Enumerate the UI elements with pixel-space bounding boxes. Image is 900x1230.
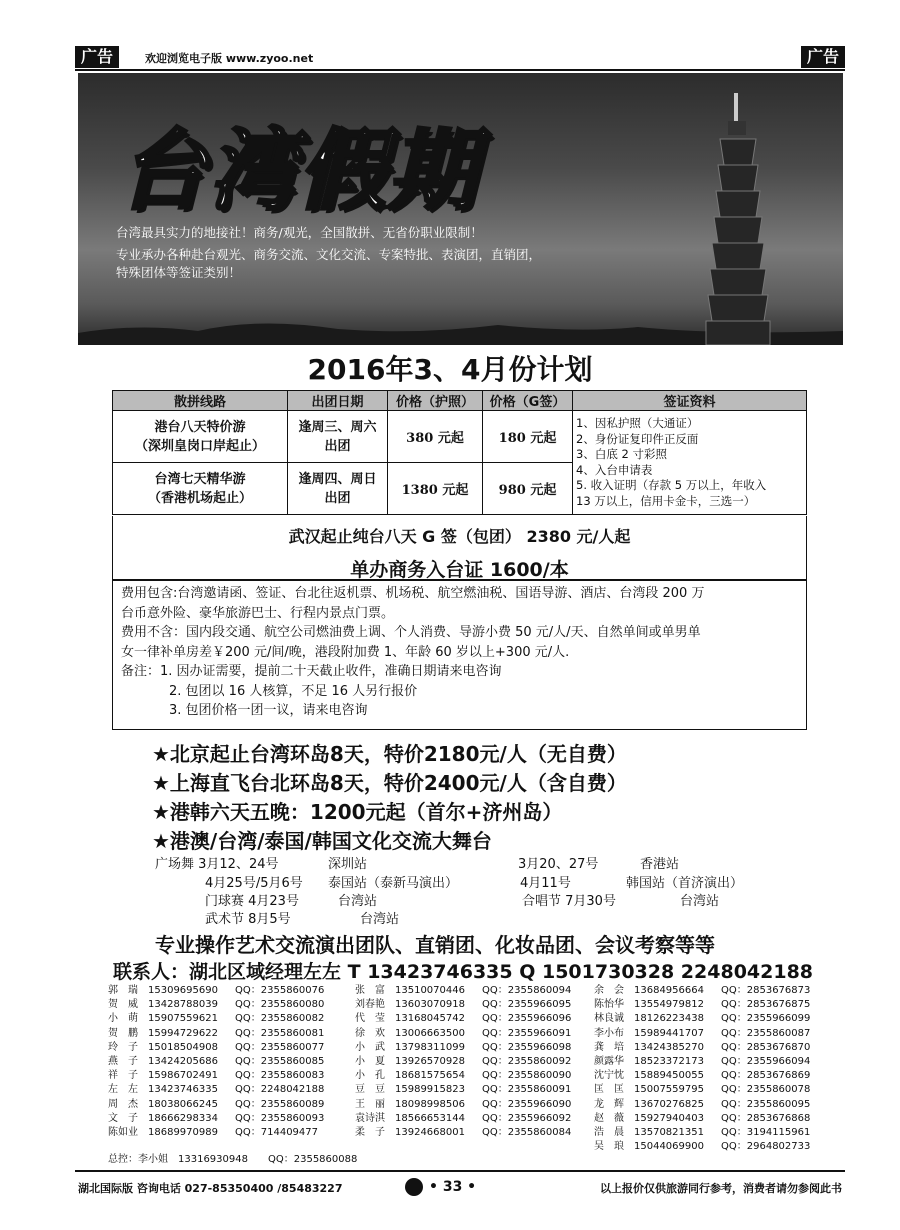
contact-phone: 13570821351: [634, 1126, 704, 1138]
contact-name: 贺 威: [108, 999, 138, 1011]
banner-line-1: 台湾最具实力的地接社！商务/观光，全国散拼、无省份职业限制！: [116, 225, 483, 240]
contact-qq: QQ：2355966094: [721, 1055, 811, 1067]
contact-row: [594, 1041, 810, 1055]
contact-qq: QQ：2355860082: [235, 1013, 325, 1025]
contact-qq: QQ：2355860078: [721, 1084, 811, 1096]
contact-name: 匡 匡: [594, 1084, 624, 1096]
contact-row: [594, 1140, 810, 1154]
contact-name: 王 丽: [355, 1098, 385, 1110]
contact-qq: QQ：2355966099: [721, 1013, 811, 1025]
show-c3: 合唱节 7月30号: [522, 894, 616, 909]
contact-qq: QQ：2355860087: [721, 1027, 811, 1039]
contact-row: [594, 1098, 810, 1112]
contact-name: 袁诗淇: [355, 1112, 385, 1124]
contact-phone: 18126223438: [634, 1013, 704, 1025]
promo-culture-stage: ★港澳/台湾/泰国/韩国文化交流大舞台: [152, 829, 492, 853]
contact-row: [108, 1012, 324, 1026]
banner: [78, 73, 843, 345]
visa-item: 1、因私护照（大通证）: [576, 416, 699, 430]
contact-qq: QQ：2355860095: [721, 1098, 811, 1110]
note-2: 2. 包团以 16 人核算，不足 16 人另行报价: [169, 683, 418, 699]
contact-name: 龚 培: [594, 1041, 624, 1053]
ad-tag-right: 广告: [801, 46, 845, 68]
contact-qq: QQ：2355860081: [235, 1027, 325, 1039]
price-g: 980 元起: [483, 463, 573, 515]
footer-right: 以上报价仅供旅游同行参考，消费者请勿参阅此书: [600, 1182, 842, 1195]
show-d1: 武术节 8月5号: [205, 912, 291, 927]
contact-row: [594, 1126, 810, 1140]
contact-phone: 18689970989: [148, 1126, 218, 1138]
contact-name: 陈如业: [108, 1126, 138, 1138]
contact-row: [594, 1027, 810, 1041]
contact-name: 浩 晨: [594, 1126, 624, 1138]
date-line-1: 逢周三、周六: [298, 419, 377, 435]
show-a3: 3月20、27号: [518, 857, 599, 872]
route-name: 台湾七天精华游: [154, 471, 246, 487]
contact-row: [355, 1041, 571, 1055]
contact-name: 林良诚: [594, 1013, 624, 1025]
contact-name: 沈宁忱: [594, 1070, 624, 1082]
contact-name: 贺 鹏: [108, 1027, 138, 1039]
contact-phone: 13684956664: [634, 985, 704, 996]
date-line-2: 出团: [324, 438, 351, 454]
contact-name: 赵 薇: [594, 1112, 624, 1124]
contact-phone: 13603070918: [395, 999, 465, 1011]
contact-name: 左 左: [108, 1084, 138, 1096]
contact-row: [594, 1069, 810, 1083]
contact-phone: 18666298334: [148, 1112, 218, 1124]
fees-exclude-cont: 女一律补单房差￥200 元/间/晚，港段附加费 1、年龄 60 岁以上+300 元/人.: [121, 644, 570, 660]
footer-left: 湖北国际版 咨询电话 027-85350400 /85483227: [78, 1182, 343, 1195]
page-number: [405, 1178, 476, 1196]
col-header-visa: 签证资料: [573, 391, 807, 411]
contact-phone: 15007559795: [634, 1084, 704, 1096]
contact-qq: QQ：2853676875: [721, 999, 811, 1011]
promo-hk-korea: ★港韩六天五晚：1200元起（首尔+济州岛）: [152, 800, 563, 824]
contact-row: [108, 1069, 324, 1083]
contact-name: 周 杰: [108, 1098, 138, 1110]
contact-name: 徐 欢: [355, 1027, 385, 1039]
contact-qq: QQ：2853676870: [721, 1041, 811, 1053]
magazine-logo-icon: [405, 1178, 423, 1196]
contact-phone: 13510070446: [395, 985, 465, 996]
contact-name: 玲 子: [108, 1041, 138, 1053]
contact-phone: 18038066245: [148, 1098, 218, 1110]
contact-row: [108, 984, 324, 998]
contact-name: 龙 辉: [594, 1098, 624, 1110]
contact-phone: 13423746335: [148, 1084, 218, 1096]
contact-phone: 18098998506: [395, 1098, 465, 1110]
contact-row: [355, 998, 571, 1012]
contact-qq: QQ：2355966091: [482, 1027, 572, 1039]
contact-row: [108, 1027, 324, 1041]
show-a1: 广场舞 3月12、24号: [155, 857, 279, 872]
contact-qq: QQ：2355860094: [482, 985, 572, 996]
show-b2: 泰国站（泰新马演出）: [328, 876, 459, 891]
total-control: 总控：李小姐 13316930948 QQ：2355860088: [108, 1154, 358, 1165]
contact-qq: QQ：2964802733: [721, 1141, 811, 1153]
contact-qq: QQ：2355966092: [482, 1112, 572, 1124]
price-passport: 380 元起: [388, 411, 483, 463]
contact-row: [355, 1098, 571, 1112]
show-b3: 4月11号: [520, 876, 571, 891]
contact-row: [355, 1112, 571, 1126]
fees-include: 费用包含:台湾邀请函、签证、台北往返机票、机场税、航空燃油税、国语导游、酒店、台湾段 200 万: [121, 586, 705, 601]
contact-qq: QQ：2853676868: [721, 1112, 811, 1124]
special-offer-g-visa: 武汉起止纯台八天 G 签（包团） 2380 元/人起: [288, 527, 631, 546]
contact-name: 郭 瑞: [108, 985, 138, 996]
contact-row: [594, 984, 810, 998]
fees-exclude: 费用不含：国内段交通、航空公司燃油费上调、个人消费、导游小费 50 元/人/天、自然单间或单男单: [121, 625, 701, 640]
note-3: 3. 包团价格一团一议，请来电咨询: [169, 703, 368, 718]
table-header-row: [113, 391, 807, 411]
contact-phone: 13006663500: [395, 1027, 465, 1039]
show-c2: 台湾站: [338, 894, 378, 909]
contact-qq: QQ：2355860076: [235, 985, 325, 996]
contact-qq: QQ：2355966090: [482, 1098, 572, 1110]
contact-qq: QQ：2853676869: [721, 1070, 811, 1082]
contact-row: [108, 998, 324, 1012]
contact-phone: 13168045742: [395, 1013, 465, 1025]
visa-item: 13 万以上，信用卡金卡，三选一）: [576, 493, 756, 508]
special-offer-business-permit: 单办商务入台证 1600/本: [350, 559, 569, 581]
contact-name: 刘春艳: [355, 999, 385, 1011]
contact-phone: 15989441707: [634, 1027, 704, 1039]
route-cell: [113, 411, 288, 463]
tour-table: [112, 390, 807, 515]
contact-name: 小 夏: [355, 1055, 385, 1067]
contact-name: 小 武: [355, 1041, 385, 1053]
contact-qq: QQ：2355860092: [482, 1055, 572, 1067]
contact-phone: 13670276825: [634, 1098, 704, 1110]
contact-phone: 13798311099: [395, 1041, 465, 1053]
contact-qq: QQ：2355860084: [482, 1126, 572, 1138]
contact-phone: 15044069900: [634, 1141, 704, 1153]
contact-phone: 15989915823: [395, 1084, 465, 1096]
contact-row: [355, 1027, 571, 1041]
contact-phone: 13924668001: [395, 1126, 465, 1138]
page-number-text: • 33 •: [429, 1179, 477, 1195]
visa-item: 2、身份证复印件正反面: [576, 431, 699, 446]
date-line-2: 出团: [324, 490, 351, 506]
banner-line-2: 专业承办各种赴台观光、商务交流、文化交流、专案特批、表演团，直销团，: [116, 247, 542, 262]
date-line-1: 逢周四、周日: [298, 471, 377, 487]
contact-name: 豆 豆: [355, 1084, 385, 1096]
col-header-price-passport: 价格（护照）: [388, 391, 483, 411]
contact-qq: QQ：2355860085: [235, 1055, 325, 1067]
route-cell: [113, 463, 288, 515]
contact-row: [108, 1126, 324, 1140]
contact-phone: 15889450055: [634, 1070, 704, 1082]
contact-row: [594, 1055, 810, 1069]
contact-phone: 13428788039: [148, 999, 218, 1011]
contact-name: 代 莹: [355, 1013, 385, 1025]
show-a2: 深圳站: [328, 857, 368, 872]
contact-name: 燕 子: [108, 1055, 138, 1067]
show-d2: 台湾站: [360, 912, 400, 927]
promo-beijing: ★北京起止台湾环岛8天，特价2180元/人（无自费）: [152, 742, 627, 766]
top-bar: [75, 46, 845, 68]
contact-name: 陈怡华: [594, 999, 624, 1011]
contact-qq: QQ：2248042188: [235, 1084, 325, 1096]
contact-qq: QQ：2853676873: [721, 985, 811, 996]
contact-qq: QQ：2355860089: [235, 1098, 325, 1110]
col-header-price-g: 价格（G签）: [483, 391, 573, 411]
contact-name: 余 会: [594, 985, 624, 996]
route-note: （香港机场起止）: [147, 490, 252, 506]
contact-row: [355, 1012, 571, 1026]
contact-name: 祥 子: [108, 1070, 138, 1082]
contact-row: [355, 1055, 571, 1069]
col-header-date: 出团日期: [288, 391, 388, 411]
contact-phone: 18523372173: [634, 1055, 704, 1067]
contact-column-1: [108, 984, 324, 1140]
contact-name: 张 富: [355, 985, 385, 996]
contact-qq: QQ：714409477: [235, 1126, 319, 1138]
contact-name: 吴 琅: [594, 1141, 624, 1153]
contact-row: [594, 1083, 810, 1097]
contact-name: 小 萌: [108, 1013, 138, 1025]
contact-phone: 13554979812: [634, 999, 704, 1011]
contact-phone: 13424385270: [634, 1041, 704, 1053]
taipei-101-tower-image: [698, 93, 778, 345]
special-offers-box: [112, 516, 807, 580]
contact-phone: 15907559621: [148, 1013, 218, 1025]
price-passport: 1380 元起: [388, 463, 483, 515]
contact-row: [108, 1098, 324, 1112]
contact-row: [108, 1055, 324, 1069]
promo-shanghai: ★上海直飞台北环岛8天，特价2400元/人（含自费）: [152, 771, 627, 795]
contact-phone: 13926570928: [395, 1055, 465, 1067]
price-g: 180 元起: [483, 411, 573, 463]
contact-qq: QQ：2355966095: [482, 999, 572, 1011]
contact-name: 小 孔: [355, 1070, 385, 1082]
contact-qq: QQ：2355966098: [482, 1041, 572, 1053]
contact-qq: QQ：2355860083: [235, 1070, 325, 1082]
contact-qq: QQ：2355860080: [235, 999, 325, 1011]
contact-row: [108, 1112, 324, 1126]
contact-phone: 15927940403: [634, 1112, 704, 1124]
contact-phone: 13424205686: [148, 1055, 218, 1067]
route-name: 港台八天特价游: [154, 419, 246, 435]
contact-name: 柔 子: [355, 1126, 385, 1138]
col-header-route: 散拼线路: [113, 391, 288, 411]
show-a4: 香港站: [640, 857, 680, 872]
slogan: 专业操作艺术交流演出团队、直销团、化妆品团、会议考察等等: [155, 933, 715, 957]
visa-item: 4、入台申请表: [576, 462, 653, 477]
show-b1: 4月25号/5月6号: [205, 876, 303, 891]
contact-row: [108, 1041, 324, 1055]
contact-column-2: [355, 984, 571, 1140]
contact-row: [594, 1112, 810, 1126]
contact-qq: QQ：2355860090: [482, 1070, 572, 1082]
visa-item: 3、白底 2 寸彩照: [576, 447, 667, 461]
contact-name: 文 子: [108, 1112, 138, 1124]
banner-title: 台湾假期: [118, 119, 479, 222]
show-c1: 门球赛 4月23号: [205, 894, 299, 909]
contact-name: 颜露华: [594, 1055, 624, 1067]
ad-tag-left: 广告: [75, 46, 119, 68]
contact-name: 李小布: [594, 1027, 624, 1039]
contact-phone: 15309695690: [148, 985, 218, 996]
fees-include-cont: 台币意外险、豪华旅游巴士、行程内景点门票。: [121, 605, 395, 621]
contact-row: [594, 998, 810, 1012]
bottom-divider: [75, 1170, 845, 1172]
table-row: [113, 411, 807, 463]
show-b4: 韩国站（首济演出）: [626, 876, 744, 891]
plan-title: 2016年3、4月份计划: [307, 353, 593, 386]
contact-phone: 18566653144: [395, 1112, 465, 1124]
note-1: 备注：1. 因办证需要，提前二十天截止收件，准确日期请来电咨询: [121, 664, 502, 679]
contact-qq: QQ：2355860093: [235, 1112, 325, 1124]
contact-phone: 15986702491: [148, 1070, 218, 1082]
contact-row: [108, 1083, 324, 1097]
visa-item: 5. 收入证明（存款 5 万以上，年收入: [576, 478, 767, 492]
contact-row: [355, 1069, 571, 1083]
top-divider: [75, 69, 845, 71]
contact-column-3: [594, 984, 810, 1154]
contact-phone: 15994729622: [148, 1027, 218, 1039]
contact-qq: QQ：2355860077: [235, 1041, 325, 1053]
contact-row: [355, 1126, 571, 1140]
contact-phone: 15018504908: [148, 1041, 218, 1053]
show-c4: 台湾站: [680, 894, 720, 909]
contact-row: [355, 984, 571, 998]
contact-manager: 联系人：湖北区域经理左左 T 13423746335 Q 1501730328 2248042188: [113, 961, 814, 983]
date-cell: [288, 411, 388, 463]
contact-qq: QQ：2355860091: [482, 1084, 572, 1096]
contact-phone: 18681575654: [395, 1070, 465, 1082]
welcome-text: 欢迎浏览电子版 www.zyoo.net: [145, 52, 314, 65]
contact-row: [355, 1083, 571, 1097]
route-note: （深圳皇岗口岸起止）: [134, 438, 265, 454]
contact-qq: QQ：3194115961: [721, 1126, 811, 1138]
banner-line-3: 特殊团体等签证类别！: [116, 265, 242, 280]
fees-box: [112, 580, 807, 730]
visa-requirements: [573, 411, 807, 515]
contact-qq: QQ：2355966096: [482, 1013, 572, 1025]
date-cell: [288, 463, 388, 515]
contact-row: [594, 1012, 810, 1026]
